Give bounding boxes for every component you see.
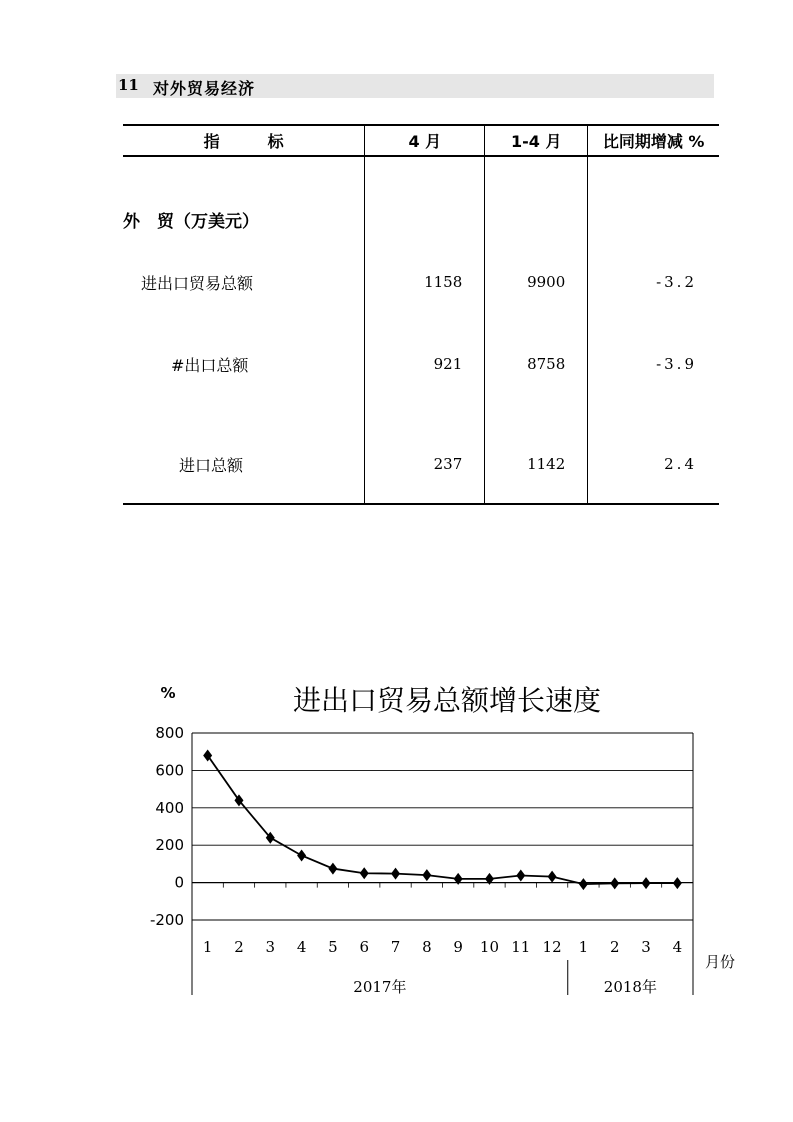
group-label: 外 贸（万美元） (123, 211, 259, 232)
year-group-label: 2017年 (353, 978, 407, 996)
data-point-marker (328, 863, 337, 875)
section-header (116, 74, 714, 98)
x-tick-label: 4 (296, 938, 307, 956)
data-point-marker (391, 868, 400, 880)
section-title: 对外贸易经济 (153, 79, 256, 98)
y-tick-label: 600 (155, 761, 184, 780)
row-label: 进出口贸易总额 (141, 273, 254, 293)
x-tick-label: 10 (479, 938, 500, 956)
table-row (123, 241, 719, 323)
table-row (123, 405, 719, 504)
data-point-marker (579, 878, 588, 890)
data-point-marker (422, 869, 431, 881)
trade-growth-chart (140, 670, 750, 1005)
data-point-marker (360, 867, 369, 879)
y-tick-label: -200 (149, 911, 184, 929)
row-ytd-value: 1142 (485, 405, 588, 504)
row-month-value: 1158 (365, 241, 485, 323)
row-change-value: -3.9 (588, 323, 719, 405)
y-axis-unit: % (160, 684, 176, 702)
table-group-row (123, 197, 719, 241)
row-month-value: 921 (365, 323, 485, 405)
y-axis-ticks (150, 724, 184, 929)
header-ytd: 1-4 月 (485, 125, 588, 156)
x-tick-label: 4 (672, 938, 683, 956)
data-point-marker (642, 877, 651, 889)
header-month: 4 月 (365, 125, 485, 156)
row-change-value: -3.2 (588, 241, 719, 323)
year-group-label: 2018年 (603, 978, 657, 996)
x-tick-label: 12 (542, 938, 562, 956)
x-tick-label: 1 (202, 938, 213, 956)
x-tick-label: 9 (453, 938, 463, 956)
row-month-value: 237 (365, 405, 485, 504)
data-point-marker (548, 871, 557, 883)
x-tick-label: 6 (359, 938, 369, 956)
x-tick-label: 7 (390, 938, 401, 956)
row-ytd-value: 8758 (485, 323, 588, 405)
table-spacer-row (123, 156, 719, 197)
chart-title: 进出口贸易总额增长速度 (292, 684, 602, 717)
x-tick-label: 8 (422, 938, 432, 956)
x-tick-label: 5 (328, 938, 338, 956)
header-indicator: 指 标 (123, 125, 365, 156)
section-number: 11 (118, 76, 139, 94)
series-line (208, 755, 678, 884)
x-tick-label: 2 (234, 938, 244, 956)
row-label: 进口总额 (123, 405, 365, 504)
data-point-marker (516, 869, 525, 881)
table-header-row (123, 125, 719, 156)
data-point-marker (610, 877, 619, 889)
x-axis (192, 733, 693, 996)
chart-gridlines (192, 733, 693, 920)
row-change-value: 2.4 (588, 405, 719, 504)
header-change: 比同期增减 % (588, 125, 719, 156)
x-tick-label: 11 (511, 938, 531, 956)
x-tick-label: 3 (641, 938, 651, 956)
x-axis-unit: 月份 (704, 953, 736, 971)
row-ytd-value: 9900 (485, 241, 588, 323)
data-point-marker (297, 849, 306, 861)
row-label: #出口总额 (171, 355, 249, 375)
y-tick-label: 0 (174, 873, 184, 892)
y-tick-label: 800 (155, 724, 184, 742)
x-tick-label: 2 (609, 938, 620, 956)
x-tick-label: 1 (578, 938, 589, 956)
data-point-marker (673, 877, 682, 889)
y-tick-label: 200 (155, 836, 184, 855)
x-tick-label: 3 (265, 938, 276, 956)
foreign-trade-table (123, 124, 719, 505)
table-row (123, 323, 719, 405)
y-tick-label: 400 (155, 798, 184, 817)
